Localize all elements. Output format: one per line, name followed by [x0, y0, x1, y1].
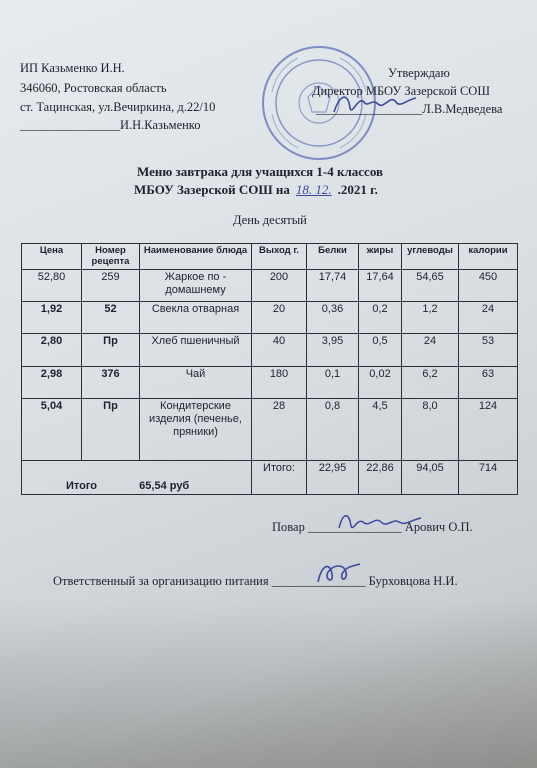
- cell-carbs: 6,2: [402, 367, 459, 399]
- cell-yield: 28: [252, 399, 307, 461]
- cell-carbs: 24: [402, 334, 459, 367]
- cell-price: 2,98: [22, 367, 82, 399]
- cell-dish: Кондитерские изделия (печенье, пряники): [140, 399, 252, 461]
- supplier-name: ИП Казьменко И.Н.: [20, 61, 125, 75]
- cell-calories: 53: [459, 334, 518, 367]
- cell-calories: 124: [459, 399, 518, 461]
- header-recipe-number: Номер рецепта: [82, 244, 140, 270]
- table-row: [22, 270, 518, 302]
- cook-signature-line: _______________: [307, 520, 402, 534]
- header-proteins: Белки: [307, 244, 359, 270]
- responsible-signature: [312, 558, 364, 588]
- cell-price: 2,80: [22, 334, 82, 367]
- cell-recipe: 376: [82, 367, 140, 399]
- header-calories: калории: [459, 244, 518, 270]
- day-label: День десятый: [233, 213, 307, 227]
- supplier-signature-line: ________________И.Н.Казьменко: [20, 118, 201, 132]
- header-fats: жиры: [359, 244, 402, 270]
- header-carbs: углеводы: [402, 244, 459, 270]
- menu-title-prefix: МБОУ Зазерской СОШ на: [134, 182, 290, 197]
- header-price: Цена: [22, 244, 82, 270]
- cook-name: Арович О.П.: [404, 520, 473, 534]
- menu-table: [21, 243, 518, 495]
- bottom-shadow: [0, 600, 537, 768]
- cell-fats: 0,2: [359, 302, 402, 334]
- director-signature-line: _________________Л.В.Медведева: [316, 102, 503, 116]
- responsible-line: [53, 573, 458, 589]
- menu-title-line1: Меню завтрака для учащихся 1-4 классов: [137, 164, 384, 179]
- responsible-signature-line: _______________: [271, 574, 366, 588]
- table-row: [22, 399, 518, 461]
- supplier-address-street: ст. Тацинская, ул.Вечиркина, д.22/10: [20, 100, 216, 114]
- cell-calories: 450: [459, 270, 518, 302]
- cell-yield: 180: [252, 367, 307, 399]
- cell-price: 1,92: [22, 302, 82, 334]
- cell-carbs: 1,2: [402, 302, 459, 334]
- cell-proteins: 0,8: [307, 399, 359, 461]
- cell-fats: 0,5: [359, 334, 402, 367]
- itogo-carbs: 94,05: [402, 461, 459, 495]
- table-row: [22, 367, 518, 399]
- director-signature: [330, 86, 420, 120]
- total-label: Итого: [66, 480, 98, 492]
- itogo-label: Итого:: [252, 461, 307, 495]
- responsible-name: Бурховцова Н.И.: [368, 574, 458, 588]
- cell-recipe: Пр: [82, 399, 140, 461]
- cell-carbs: 54,65: [402, 270, 459, 302]
- cell-fats: 17,64: [359, 270, 402, 302]
- cell-proteins: 0,1: [307, 367, 359, 399]
- cell-recipe: 259: [82, 270, 140, 302]
- responsible-label: Ответственный за организацию питания: [53, 574, 269, 588]
- cell-yield: 40: [252, 334, 307, 367]
- supplier-address-region: 346060, Ростовская область: [20, 81, 167, 95]
- cell-dish: Хлеб пшеничный: [140, 334, 252, 367]
- cell-calories: 63: [459, 367, 518, 399]
- itogo-proteins: 22,95: [307, 461, 359, 495]
- cell-proteins: 17,74: [307, 270, 359, 302]
- approve-label: Утверждаю: [388, 66, 450, 80]
- cell-recipe: 52: [82, 302, 140, 334]
- cell-carbs: 8,0: [402, 399, 459, 461]
- table-row: [22, 334, 518, 367]
- cell-yield: 20: [252, 302, 307, 334]
- table-row: [22, 302, 518, 334]
- cell-dish: Жаркое по - домашнему: [140, 270, 252, 302]
- total-sum: 65,54 руб: [139, 480, 190, 492]
- menu-title-suffix: .2021 г.: [337, 182, 378, 197]
- cell-proteins: 3,95: [307, 334, 359, 367]
- menu-date: 18. 12.: [295, 182, 332, 197]
- menu-title-line2: [134, 182, 378, 198]
- header-yield: Выход г.: [252, 244, 307, 270]
- cell-fats: 4,5: [359, 399, 402, 461]
- cell-proteins: 0,36: [307, 302, 359, 334]
- cell-recipe: Пр: [82, 334, 140, 367]
- cell-yield: 200: [252, 270, 307, 302]
- table-total-row: [22, 461, 518, 495]
- cook-label: Повар: [272, 520, 305, 534]
- cell-dish: Чай: [140, 367, 252, 399]
- itogo-calories: 714: [459, 461, 518, 495]
- cell-price: 5,04: [22, 399, 82, 461]
- cell-fats: 0,02: [359, 367, 402, 399]
- director-title: Директор МБОУ Зазерской СОШ: [312, 84, 490, 98]
- itogo-fats: 22,86: [359, 461, 402, 495]
- table-header-row: [22, 244, 518, 270]
- cook-signature: [335, 508, 425, 534]
- header-dish-name: Наименование блюда: [140, 244, 252, 270]
- cell-dish: Свекла отварная: [140, 302, 252, 334]
- cell-price: 52,80: [22, 270, 82, 302]
- total-cell: [22, 461, 252, 495]
- cell-calories: 24: [459, 302, 518, 334]
